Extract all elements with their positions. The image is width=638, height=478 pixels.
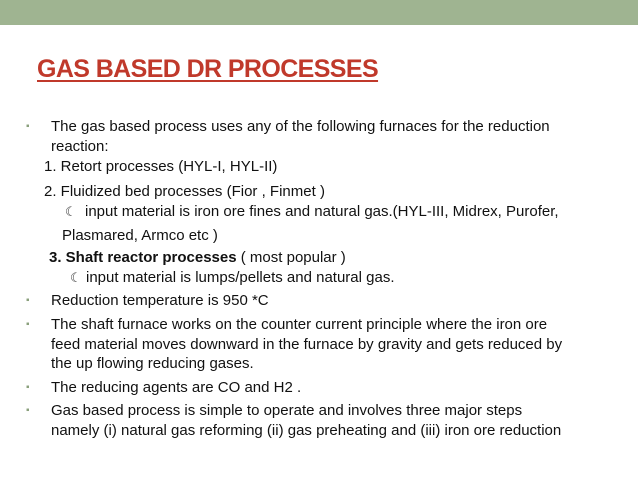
list-item-fluidized-bed: 2. Fluidized bed processes (Fior , Finmet ) (44, 183, 325, 200)
paragraph-shaft-line-3: the up flowing reducing gases. (51, 355, 254, 372)
sub-item-fluidized-line-2: Plasmared, Armco etc ) (62, 227, 218, 244)
crescent-moon-icon: ☾ (70, 270, 82, 285)
bullet-square-icon: ▪ (26, 405, 30, 416)
paragraph-reducing-agents: The reducing agents are CO and H2 . (51, 379, 302, 396)
slide-title: GAS BASED DR PROCESSES (37, 55, 379, 83)
sub-item-shaft: input material is lumps/pellets and natural gas. (86, 269, 395, 286)
paragraph-temperature: Reduction temperature is 950 *C (51, 292, 269, 309)
shaft-reactor-label: 3. Shaft reactor processes (49, 249, 237, 266)
paragraph-1-line-1: The gas based process uses any of the following furnaces for the reduction (51, 118, 550, 135)
bullet-square-icon: ▪ (26, 121, 30, 132)
paragraph-steps-line-1: Gas based process is simple to operate and involves three major steps (51, 402, 523, 419)
list-item-shaft-reactor (49, 248, 346, 267)
paragraph-shaft-line-1: The shaft furnace works on the counter current principle where the iron ore (51, 316, 548, 333)
top-decorative-band (0, 0, 638, 25)
bullet-square-icon: ▪ (26, 382, 30, 393)
shaft-reactor-note: ( most popular ) (236, 249, 346, 266)
paragraph-steps-line-2: namely (i) natural gas reforming (ii) gas preheating and (iii) iron ore reduction (51, 422, 562, 439)
crescent-moon-icon: ☾ (65, 204, 77, 219)
list-item-retort: 1. Retort processes (HYL-I, HYL-II) (44, 158, 278, 175)
paragraph-shaft-line-2: feed material moves downward in the furnace by gravity and gets reduced by (51, 336, 563, 353)
paragraph-1-line-2: reaction: (51, 138, 109, 155)
bullet-square-icon: ▪ (26, 319, 30, 330)
bullet-square-icon: ▪ (26, 295, 30, 306)
sub-item-fluidized-line-1: input material is iron ore fines and natural gas.(HYL-III, Midrex, Purofer, (85, 203, 559, 220)
